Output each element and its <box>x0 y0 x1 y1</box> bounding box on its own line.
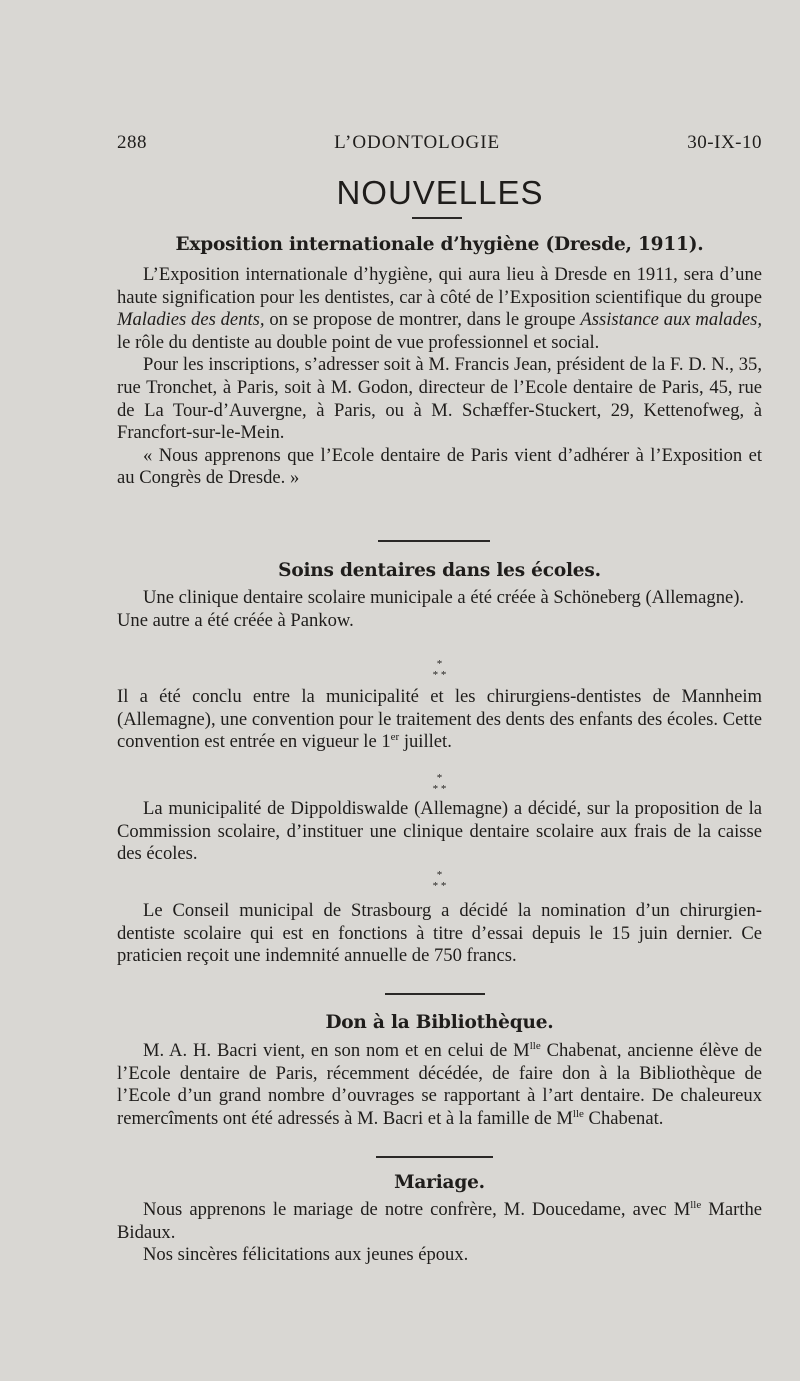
paragraph: Il a été conclu entre la municipalité et les chirurgiens-dentistes de Mannheim (Allemagne), une convention pour le traitement des dents des enfants des écoles. Cette convention est entrée en vigueur le 1er juillet. <box>117 686 762 753</box>
section-rule <box>385 993 485 995</box>
paragraph: L’Exposition internationale d’hygiène, qui aura lieu à Dresde en 1911, sera d’une haute signification pour les dentistes, car à côté de l’Exposition scientifique du groupe Maladies des dents, on se propose de montrer, dans le groupe Assistance aux malades, le rôle du dentiste au double point de vue professionnel et social. <box>117 264 763 353</box>
issue-date: 30-IX-10 <box>687 132 762 153</box>
section-body-soins-a <box>117 587 762 632</box>
section-body-soins-d <box>117 900 762 968</box>
paragraph: La municipalité de Dippoldiswalde (Allemagne) a décidé, sur la proposition de la Commission scolaire, d’instituer une clinique dentaire scolaire aux frais de la caisse des écoles. <box>117 798 762 865</box>
paragraph: Nous apprenons le mariage de notre confrère, M. Doucedame, avec $M^{lle}$ Marthe Bidaux. <box>117 1198 762 1243</box>
asterism-1: * * * <box>432 658 447 681</box>
section-body-mariage <box>117 1199 762 1267</box>
paragraph: « Nous apprenons que l’Ecole dentaire de Paris vient d’adhérer à l’Exposition et au Congrès de Dresde. » <box>117 444 762 489</box>
section-rule <box>376 1156 493 1158</box>
paragraph: Une autre a été créée à Pankow. <box>117 609 354 631</box>
page-title: NOUVELLES <box>336 174 544 211</box>
page-number: 288 <box>117 132 147 153</box>
paragraph: M. A. H. Bacri vient, en son nom et en celui de $M^{lle}$ Chabenat, ancienne élève de l’Ecole dentaire de Paris, récemment décédée, de faire don à la Bibliothèque de l’Ecole d’un grand nombre d’ouvrages se rapportant à l’art dentaire. De chaleureux remercîments ont été adressés à M. Bacri et à la famille de $M^{lle}$ Chabenat. <box>117 1039 762 1129</box>
section-body-soins-c <box>117 798 762 866</box>
section-heading-mariage: Mariage. <box>394 1172 485 1193</box>
paragraph: Pour les inscriptions, s’adresser soit à M. Francis Jean, président de la F. D. N., 35, rue Tronchet, à Paris, soit à M. Godon, directeur de l’Ecole dentaire de Paris, 45, rue de La Tour-d’Auvergne, à Paris, ou à M. Schæffer-Stuckert, 29, Kettenofweg, à Francfort-sur-le-Mein. <box>117 354 762 444</box>
paragraph: Le Conseil municipal de Strasbourg a décidé la nomination d’un chirurgien-dentiste scolaire qui est en fonctions à titre d’essai depuis le 15 juin dernier. Ce praticien reçoit une indemnité annuelle de 750 francs. <box>117 900 762 967</box>
section-body-bibliotheque <box>117 1040 762 1130</box>
section-body-soins-b <box>117 686 762 754</box>
asterism-2: * * * <box>432 772 447 795</box>
journal-title: L’ODONTOLOGIE <box>334 132 501 153</box>
section-rule <box>378 540 490 542</box>
running-header <box>117 132 762 154</box>
section-body-exposition <box>117 264 762 490</box>
title-rule <box>412 217 462 219</box>
section-heading-exposition: Exposition internationale d’hygiène (Dresde, 1911). <box>175 234 704 255</box>
section-heading-bibliotheque: Don à la Bibliothèque. <box>325 1012 554 1033</box>
asterism-3: * * * <box>432 869 447 892</box>
paragraph: Une clinique dentaire scolaire municipale a été créée à Schöneberg (Allemagne). <box>143 587 745 608</box>
section-heading-soins: Soins dentaires dans les écoles. <box>278 560 601 581</box>
paragraph: Nos sincères félicitations aux jeunes époux. <box>143 1244 469 1266</box>
